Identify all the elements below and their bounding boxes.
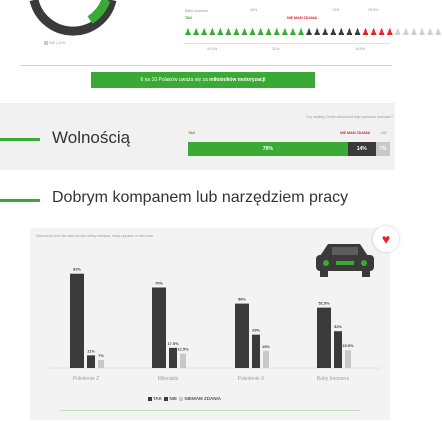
- bar-nie: [252, 335, 260, 368]
- category-label: Pokolenie Z: [72, 376, 100, 382]
- bar-tak: [70, 274, 84, 368]
- bar-tak: [152, 288, 166, 369]
- top-val-1: 49%: [250, 8, 258, 12]
- companion-title: Dobrym kompanem lub narzędziem pracy: [52, 189, 349, 206]
- bottom-separator: [60, 410, 360, 411]
- data-label: 56%: [237, 296, 247, 302]
- top-left-legend: NIE | 21%: [44, 41, 65, 45]
- data-label: 17.5%: [167, 340, 179, 346]
- bar-tak: [317, 308, 331, 368]
- bottom-val-1: 49.5%: [207, 47, 218, 51]
- top-val-2: 15%: [332, 8, 340, 12]
- data-label: 7%: [98, 352, 104, 358]
- bar-nie: [334, 331, 342, 368]
- companion-question: Samochód jest dla mnie niczym dobry kompan, lubię spędzać w nim czas: [36, 234, 154, 238]
- people-icons-row: ♟♟♟♟♟♟♟♟♟♟♟♟♟♟♟♟♟♟♟♟♟♟♟♟♟♟♟♟♟♟♟♟: [184, 27, 442, 37]
- freedom-title: Wolnością: [52, 128, 131, 147]
- freedom-bar-nie-mam: 7%: [376, 142, 390, 156]
- freedom-bar-tak: 79%: [188, 142, 348, 156]
- data-label: 70%: [154, 280, 164, 286]
- companion-title-line: [0, 199, 40, 202]
- people-divider: [184, 43, 390, 44]
- category-label: Pokolenie X: [237, 376, 265, 382]
- bar-nie: [87, 355, 95, 368]
- data-label: 52.5%: [318, 300, 330, 306]
- bar-nie-mam: [263, 351, 269, 368]
- data-label: 82%: [72, 266, 82, 272]
- freedom-nie-label: NIE: [381, 131, 387, 135]
- data-label: 32%: [333, 324, 343, 330]
- bar-nie: [169, 348, 177, 368]
- data-label: 15.5%: [342, 343, 354, 349]
- data-label: 12.5%: [177, 346, 189, 352]
- chart-legend: TAK NIE NIEMAM ZDANIA: [148, 396, 221, 401]
- freedom-bar-nie: 14%: [348, 142, 376, 156]
- freedom-tak-label: TAK: [188, 131, 196, 135]
- freedom-title-line: [0, 138, 40, 141]
- bar-nie-mam: [98, 360, 104, 368]
- category-label: Milenialsi: [157, 376, 179, 382]
- freedom-question: Czy według Ciebie samochód daje poczucie wolności?: [305, 115, 393, 119]
- freedom-nie-mam-label: NIE MAM ZDANIA: [340, 131, 371, 135]
- top-row-nie-mam: NIE MAM ZDANIA: [287, 16, 318, 20]
- companion-bar-chart: [30, 228, 390, 420]
- motor-lovers-banner: 6 na 10 Polaków uważa się za miłośników motoryzacji: [91, 72, 315, 88]
- data-label: 29%: [251, 327, 261, 333]
- bottom-val-3: 18.5%: [355, 47, 366, 51]
- bottom-val-2: 32%: [272, 47, 280, 51]
- bar-nie-mam: [345, 350, 351, 368]
- bar-tak: [235, 304, 249, 368]
- top-row-tak: TAK: [185, 16, 193, 20]
- freedom-bar: [188, 142, 390, 156]
- top-separator: [20, 65, 392, 66]
- top-donut-fragment: [20, 0, 120, 40]
- top-row-label: Baby boomers: [185, 9, 209, 13]
- data-label: 11%: [87, 348, 95, 354]
- top-val-3: 28.5%: [368, 8, 379, 12]
- heart-icon: ♥: [373, 226, 399, 252]
- bar-nie-mam: [180, 354, 186, 368]
- data-label: 15%: [261, 343, 271, 349]
- category-label: Baby boomers: [316, 376, 350, 382]
